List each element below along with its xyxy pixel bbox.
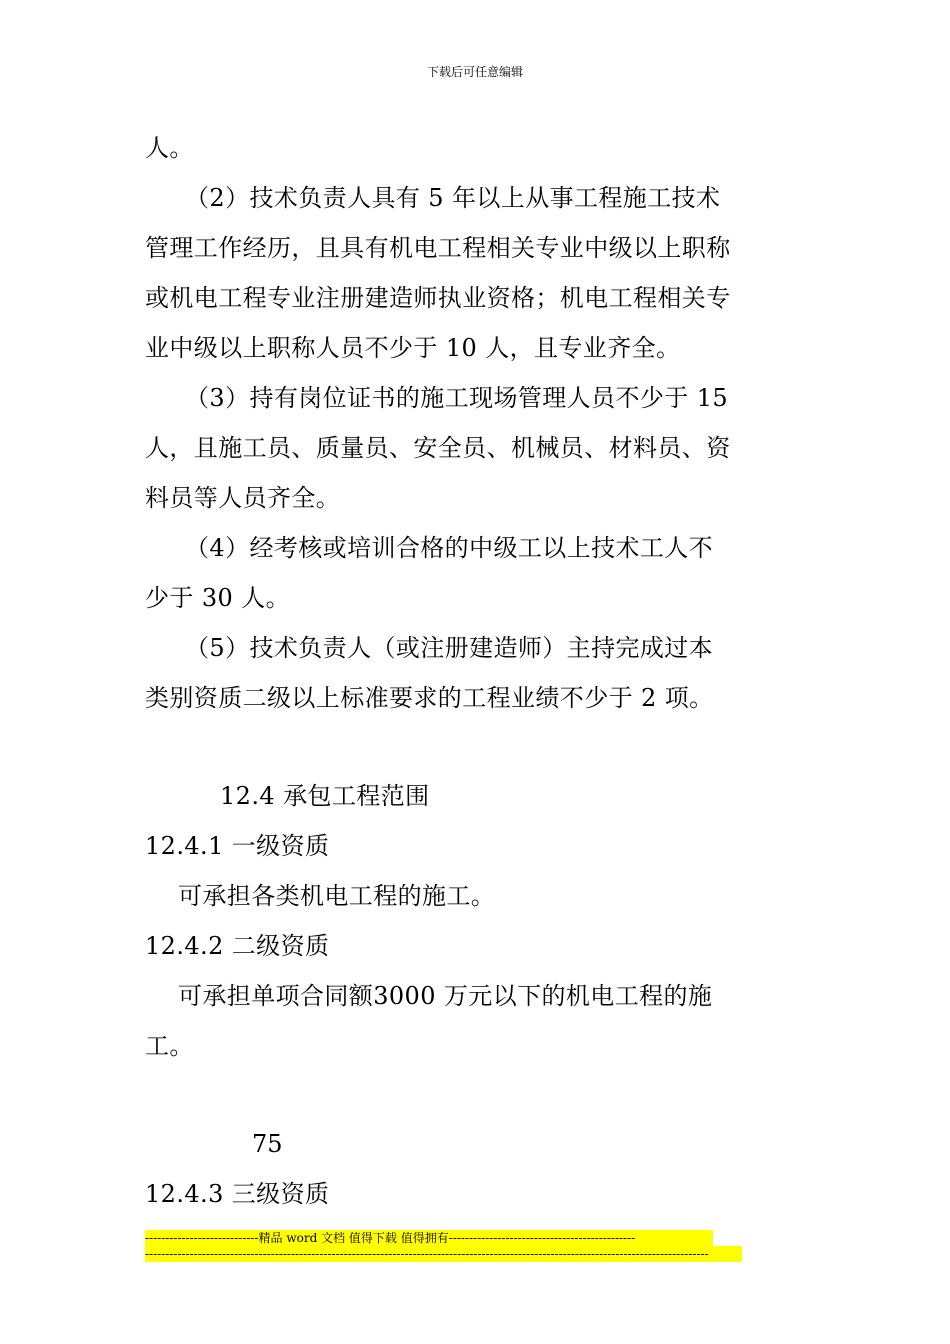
- paragraph-line: 业中级以上职称人员不少于 10 人，且专业齐全。: [145, 334, 681, 362]
- paragraph-line: 人。: [145, 134, 194, 162]
- section-title: 12.4 承包工程范围: [220, 782, 430, 810]
- subsection-title: 12.4.2 二级资质: [145, 932, 330, 960]
- subsection-text: 可承担各类机电工程的施工。: [178, 882, 496, 910]
- page-number: 75: [252, 1130, 283, 1158]
- subsection-text: 工。: [145, 1032, 194, 1060]
- paragraph-line: 管理工作经历，且具有机电工程相关专业中级以上职称: [145, 234, 731, 262]
- paragraph-line: （2）技术负责人具有 5 年以上从事工程施工技术: [185, 184, 721, 212]
- footer-dash-line: -------------------------------------------------------------------------------------------------------------------------------------------: [145, 1246, 742, 1262]
- footer-banner-line: ----------------------------精品 word 文档 值得下载 值得拥有----------------------------------------------: [145, 1230, 713, 1246]
- subsection-title: 12.4.1 一级资质: [145, 832, 330, 860]
- paragraph-line: 或机电工程专业注册建造师执业资格；机电工程相关专: [145, 284, 731, 312]
- paragraph-line: 人，且施工员、质量员、安全员、机械员、材料员、资: [145, 434, 731, 462]
- subsection-title: 12.4.3 三级资质: [145, 1180, 330, 1208]
- paragraph-line: 少于 30 人。: [145, 584, 290, 612]
- page-header: 下载后可任意编辑: [426, 65, 523, 79]
- paragraph-line: （5）技术负责人（或注册建造师）主持完成过本: [185, 634, 714, 662]
- paragraph-line: （4）经考核或培训合格的中级工以上技术工人不: [185, 534, 714, 562]
- subsection-text: 可承担单项合同额3000 万元以下的机电工程的施: [178, 982, 713, 1010]
- paragraph-line: 类别资质二级以上标准要求的工程业绩不少于 2 项。: [145, 684, 714, 712]
- paragraph-line: （3）持有岗位证书的施工现场管理人员不少于 15: [185, 384, 729, 412]
- paragraph-line: 料员等人员齐全。: [145, 484, 341, 512]
